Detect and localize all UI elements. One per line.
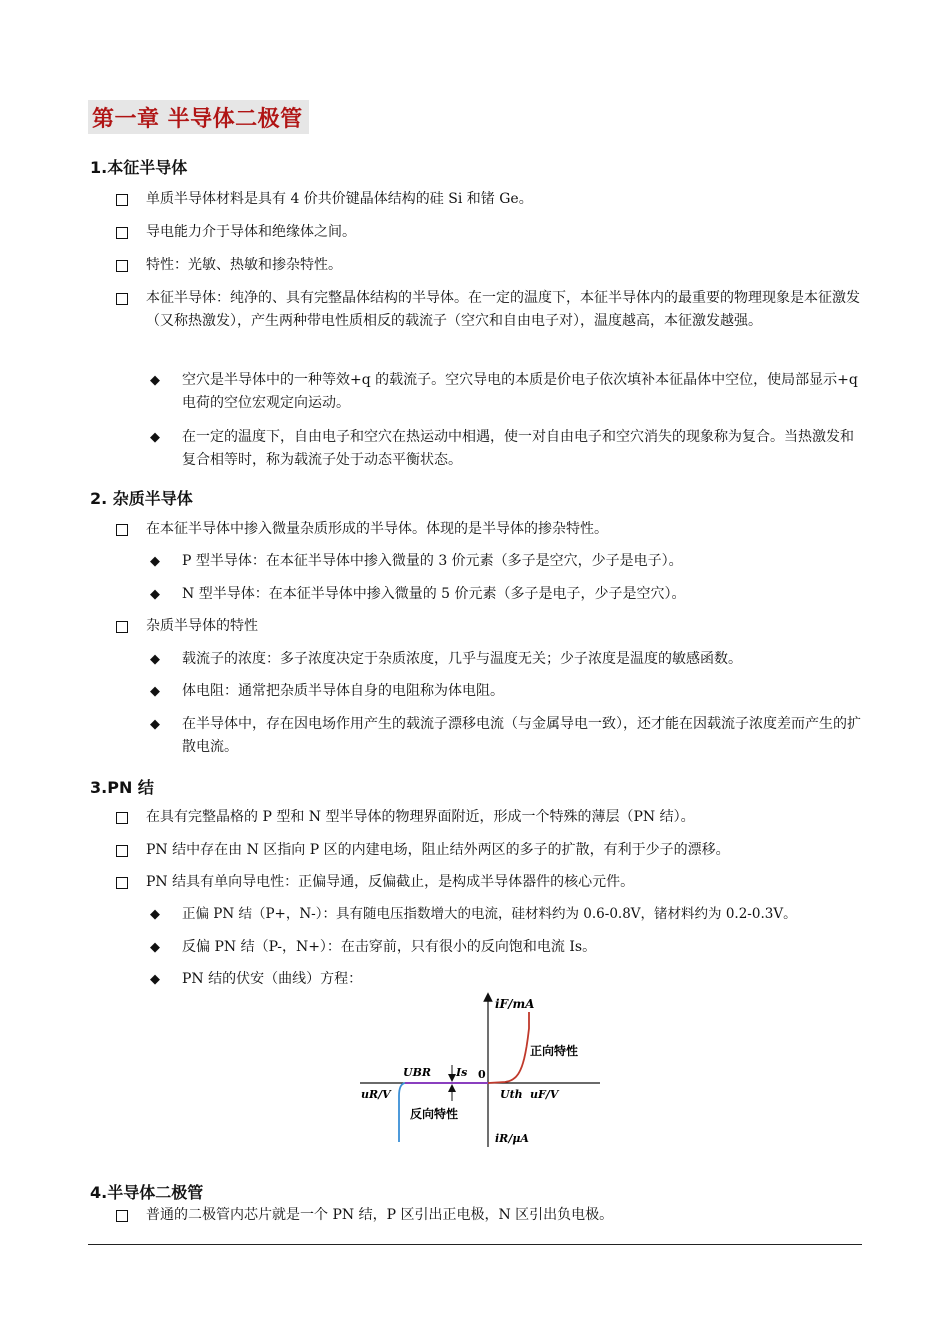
pn-iv-curve-figure: [355, 992, 605, 1152]
list-item: 普通的二极管内芯片就是一个 PN 结，P 区引出正电极，N 区引出负电极。: [116, 1204, 862, 1227]
sub-list-item: ◆ 反偏 PN 结（P-，N+）：在击穿前，只有很小的反向饱和电流 Is。: [150, 936, 862, 959]
checkbox-square-icon: [116, 227, 128, 239]
section-title-diode: 4.半导体二极管: [90, 1183, 204, 1202]
list-item: 特性：光敏、热敏和掺杂特性。: [116, 254, 862, 277]
uth-label: Uth: [500, 1088, 523, 1101]
sub-list-item: ◆ 空穴是半导体中的一种等效+q 的载流子。空穴导电的本质是价电子依次填补本征晶体中空位，使局部显示+q 电荷的空位宏观定向运动。: [150, 369, 862, 415]
list-item: 本征半导体：纯净的、具有完整晶体结构的半导体。在一定的温度下，本征半导体内的最重要的物理现象是本征激发（又称热激发），产生两种带电性质相反的载流子（空穴和自由电子对），温度越高，本征激发越强。: [116, 287, 862, 333]
reverse-label: 反向特性: [410, 1107, 459, 1121]
diamond-bullet-icon: ◆: [150, 972, 160, 987]
y-neg-label: iR/μA: [495, 1132, 529, 1145]
checkbox-square-icon: [116, 524, 128, 536]
x-pos-label: uF/V: [530, 1088, 559, 1101]
section-title-pn-junction: 3.PN 结: [90, 778, 154, 797]
list-item: 杂质半导体的特性: [116, 615, 862, 638]
ubr-label: UBR: [403, 1066, 432, 1079]
sub-list-item: ◆ 正偏 PN 结（P+，N-）：具有随电压指数增大的电流，硅材料约为 0.6-0.8V，锗材料约为 0.2-0.3V。: [150, 903, 862, 926]
diamond-bullet-icon: ◆: [150, 652, 160, 667]
sub-list-item: ◆ 载流子的浓度：多子浓度决定于杂质浓度，几乎与温度无关；少子浓度是温度的敏感函数。: [150, 648, 862, 671]
origin-label: 0: [478, 1068, 486, 1081]
checkbox-square-icon: [116, 845, 128, 857]
diamond-bullet-icon: ◆: [150, 940, 160, 955]
checkbox-square-icon: [116, 194, 128, 206]
reverse-curve: [399, 1083, 405, 1142]
diamond-bullet-icon: ◆: [150, 373, 160, 388]
forward-curve: [488, 1012, 529, 1083]
diamond-bullet-icon: ◆: [150, 717, 160, 732]
diamond-bullet-icon: ◆: [150, 554, 160, 569]
list-item: 导电能力介于导体和绝缘体之间。: [116, 221, 862, 244]
checkbox-square-icon: [116, 293, 128, 305]
diamond-bullet-icon: ◆: [150, 430, 160, 445]
diamond-bullet-icon: ◆: [150, 907, 160, 922]
sub-list-item: ◆ PN 结的伏安（曲线）方程：: [150, 968, 862, 991]
checkbox-square-icon: [116, 877, 128, 889]
checkbox-square-icon: [116, 260, 128, 272]
list-item: 在本征半导体中掺入微量杂质形成的半导体。体现的是半导体的掺杂特性。: [116, 518, 862, 541]
forward-label: 正向特性: [530, 1044, 579, 1058]
is-label: Is: [456, 1066, 468, 1079]
list-item: PN 结具有单向导电性：正偏导通，反偏截止，是构成半导体器件的核心元件。: [116, 871, 862, 894]
list-item: PN 结中存在由 N 区指向 P 区的内建电场，阻止结外两区的多子的扩散，有利于少子的漂移。: [116, 839, 862, 862]
checkbox-square-icon: [116, 621, 128, 633]
sub-list-item: ◆ 在半导体中，存在因电场作用产生的载流子漂移电流（与金属导电一致），还才能在因载流子浓度差而产生的扩散电流。: [150, 713, 862, 759]
checkbox-square-icon: [116, 812, 128, 824]
diamond-bullet-icon: ◆: [150, 587, 160, 602]
footer-divider: [88, 1244, 862, 1245]
sub-list-item: ◆ 在一定的温度下，自由电子和空穴在热运动中相遇，使一对自由电子和空穴消失的现象称为复合。当热激发和复合相等时，称为载流子处于动态平衡状态。: [150, 426, 862, 472]
chapter-title: 第一章 半导体二极管: [88, 100, 309, 134]
section-title-doped: 2. 杂质半导体: [90, 489, 193, 508]
x-neg-label: uR/V: [361, 1088, 391, 1101]
diamond-bullet-icon: ◆: [150, 684, 160, 699]
list-item: 单质半导体材料是具有 4 价共价键晶体结构的硅 Si 和锗 Ge。: [116, 188, 862, 211]
sub-list-item: ◆ P 型半导体：在本征半导体中掺入微量的 3 价元素（多子是空穴，少子是电子）。: [150, 550, 862, 573]
checkbox-square-icon: [116, 1210, 128, 1222]
list-item: 在具有完整晶格的 P 型和 N 型半导体的物理界面附近，形成一个特殊的薄层（PN 结）。: [116, 806, 862, 829]
y-pos-label: iF/mA: [495, 997, 535, 1011]
sub-list-item: ◆ 体电阻：通常把杂质半导体自身的电阻称为体电阻。: [150, 680, 862, 703]
sub-list-item: ◆ N 型半导体：在本征半导体中掺入微量的 5 价元素（多子是电子，少子是空穴）。: [150, 583, 862, 606]
section-title-intrinsic: 1.本征半导体: [90, 158, 188, 177]
